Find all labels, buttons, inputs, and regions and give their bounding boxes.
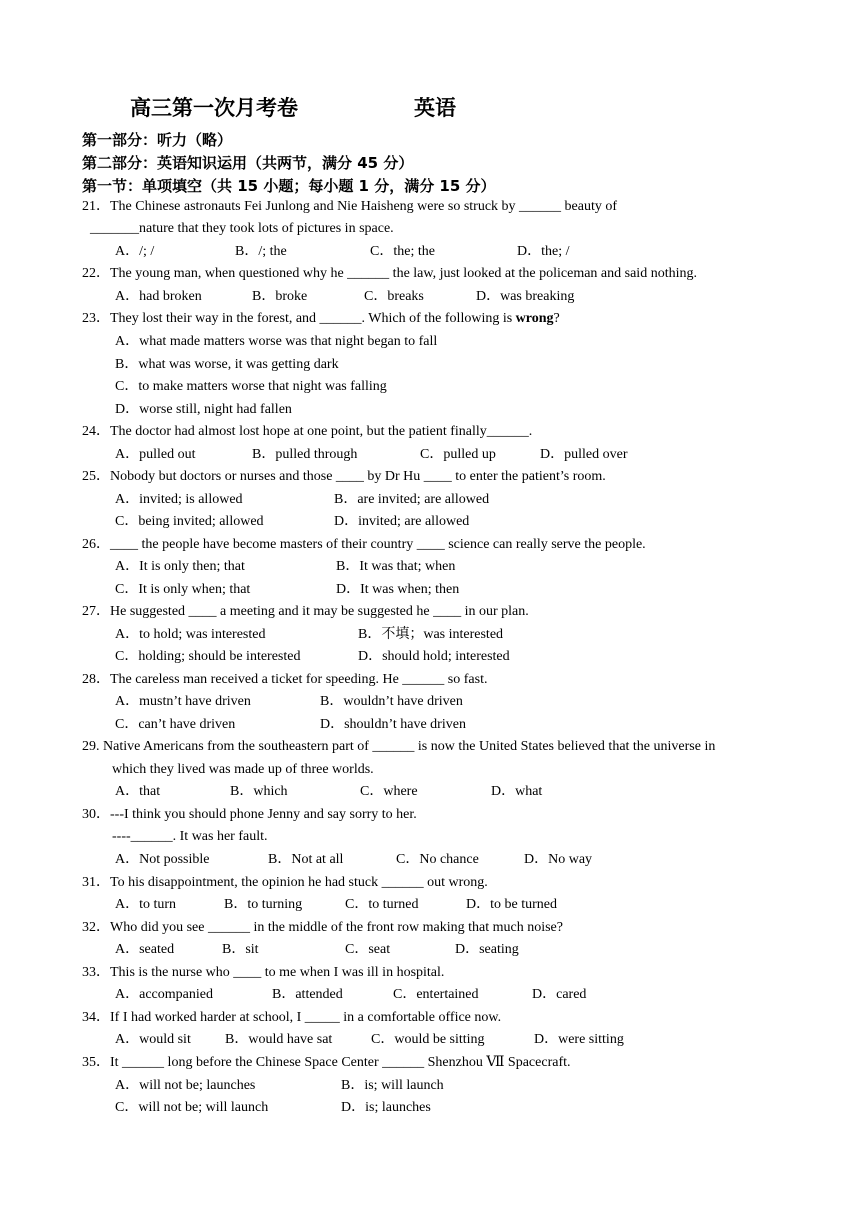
option-21b: B．/; the	[235, 244, 287, 259]
option-31c: C．to turned	[345, 897, 419, 912]
question-21-continued: _______nature that they took lots of pictures in space.	[90, 221, 394, 236]
option-28b: B．wouldn’t have driven	[320, 694, 463, 709]
question-28: 28．The careless man received a ticket for speeding. He ______ so fast.	[82, 672, 488, 687]
option-22c: C．breaks	[364, 289, 424, 304]
option-31d: D．to be turned	[466, 897, 557, 912]
option-23b: B．what was worse, it was getting dark	[115, 357, 339, 372]
option-33d: D．cared	[532, 987, 587, 1002]
subject-title: 英语	[414, 95, 456, 120]
option-22b: B．broke	[252, 289, 308, 304]
option-33a: A．accompanied	[115, 987, 213, 1002]
question-21: 21．The Chinese astronauts Fei Junlong and Nie Haisheng were so struck by ______ beauty of	[82, 199, 618, 214]
option-29c: C．where	[360, 784, 418, 799]
option-31b: B．to turning	[224, 897, 303, 912]
option-32d: D．seating	[455, 942, 519, 957]
option-32b: B．sit	[222, 942, 259, 957]
option-24a: A．pulled out	[115, 447, 196, 462]
option-26d: D．It was when; then	[336, 582, 460, 597]
option-33c: C．entertained	[393, 987, 479, 1002]
option-29a: A．that	[115, 784, 161, 799]
question-32: 32．Who did you see ______ in the middle of the front row making that much noise?	[82, 920, 563, 935]
page-title	[130, 92, 456, 122]
question-31: 31．To his disappointment, the opinion he had stuck ______ out wrong.	[82, 875, 488, 890]
option-25d: D．invited; are allowed	[334, 514, 470, 529]
section-heading-knowledge: 第二部分：英语知识运用（共两节，满分 45 分）	[82, 154, 414, 172]
option-34b: B．would have sat	[225, 1032, 333, 1047]
option-33b: B．attended	[272, 987, 343, 1002]
question-33: 33．This is the nurse who ____ to me when I was ill in hospital.	[82, 965, 445, 980]
option-22a: A．had broken	[115, 289, 202, 304]
option-31a: A．to turn	[115, 897, 177, 912]
question-25: 25．Nobody but doctors or nurses and those ____ by Dr Hu ____ to enter the patient’s room.	[82, 469, 606, 484]
question-22: 22．The young man, when questioned why he ______ the law, just looked at the policeman and said nothing.	[82, 266, 697, 281]
option-32a: A．seated	[115, 942, 175, 957]
option-28d: D．shouldn’t have driven	[320, 717, 466, 732]
option-21c: C．the; the	[370, 244, 435, 259]
question-29-continued: which they lived was made up of three worlds.	[112, 762, 374, 777]
option-29b: B．which	[230, 784, 288, 799]
question-24: 24．The doctor had almost lost hope at one point, but the patient finally______.	[82, 424, 533, 439]
option-30a: A．Not possible	[115, 852, 210, 867]
question-29: 29. Native Americans from the southeastern part of ______ is now the United States believed that the universe in	[82, 739, 716, 754]
option-35a: A．will not be; launches	[115, 1078, 256, 1093]
option-26a: A．It is only then; that	[115, 559, 245, 574]
option-35d: D．is; launches	[341, 1100, 431, 1115]
option-27c: C．holding; should be interested	[115, 649, 301, 664]
option-27b: B．不填；was interested	[358, 627, 504, 642]
option-30b: B．Not at all	[268, 852, 344, 867]
option-29d: D．what	[491, 784, 543, 799]
section-heading-single-choice: 第一节：单项填空（共 15 小题；每小题 1 分，满分 15 分）	[82, 177, 496, 195]
option-23c: C．to make matters worse that night was falling	[115, 379, 387, 394]
option-21a: A．/; /	[115, 244, 155, 259]
question-30-continued: ----______. It was her fault.	[112, 829, 268, 844]
option-22d: D．was breaking	[476, 289, 575, 304]
option-28a: A．mustn’t have driven	[115, 694, 251, 709]
option-25b: B．are invited; are allowed	[334, 492, 490, 507]
option-30d: D．No way	[524, 852, 593, 867]
question-27: 27．He suggested ____ a meeting and it may be suggested he ____ in our plan.	[82, 604, 529, 619]
option-28c: C．can’t have driven	[115, 717, 236, 732]
option-23d: D．worse still, night had fallen	[115, 402, 292, 417]
option-26c: C．It is only when; that	[115, 582, 251, 597]
option-25a: A．invited; is allowed	[115, 492, 243, 507]
option-32c: C．seat	[345, 942, 391, 957]
option-21d: D．the; /	[517, 244, 570, 259]
section-heading-listening: 第一部分：听力（略）	[82, 131, 233, 149]
option-24b: B．pulled through	[252, 447, 358, 462]
question-23: 23．They lost their way in the forest, and ______. Which of the following is wrong?	[82, 311, 560, 326]
option-24c: C．pulled up	[420, 447, 496, 462]
question-35: 35．It ______ long before the Chinese Space Center ______ Shenzhou Ⅶ Spacecraft.	[82, 1055, 571, 1070]
option-23a: A．what made matters worse was that night began to fall	[115, 334, 438, 349]
option-24d: D．pulled over	[540, 447, 628, 462]
option-34d: D．were sitting	[534, 1032, 624, 1047]
option-35b: B．is; will launch	[341, 1078, 444, 1093]
option-27a: A．to hold; was interested	[115, 627, 266, 642]
option-34a: A．would sit	[115, 1032, 191, 1047]
question-26: 26．____ the people have become masters of their country ____ science can really serve the people.	[82, 537, 646, 552]
option-35c: C．will not be; will launch	[115, 1100, 269, 1115]
option-30c: C．No chance	[396, 852, 479, 867]
option-27d: D．should hold; interested	[358, 649, 510, 664]
question-34: 34．If I had worked harder at school, I _____ in a comfortable office now.	[82, 1010, 502, 1025]
question-30: 30．---I think you should phone Jenny and say sorry to her.	[82, 807, 417, 822]
option-25c: C．being invited; allowed	[115, 514, 264, 529]
exam-title: 高三第一次月考卷	[130, 95, 298, 120]
option-34c: C．would be sitting	[371, 1032, 485, 1047]
option-26b: B．It was that; when	[336, 559, 456, 574]
